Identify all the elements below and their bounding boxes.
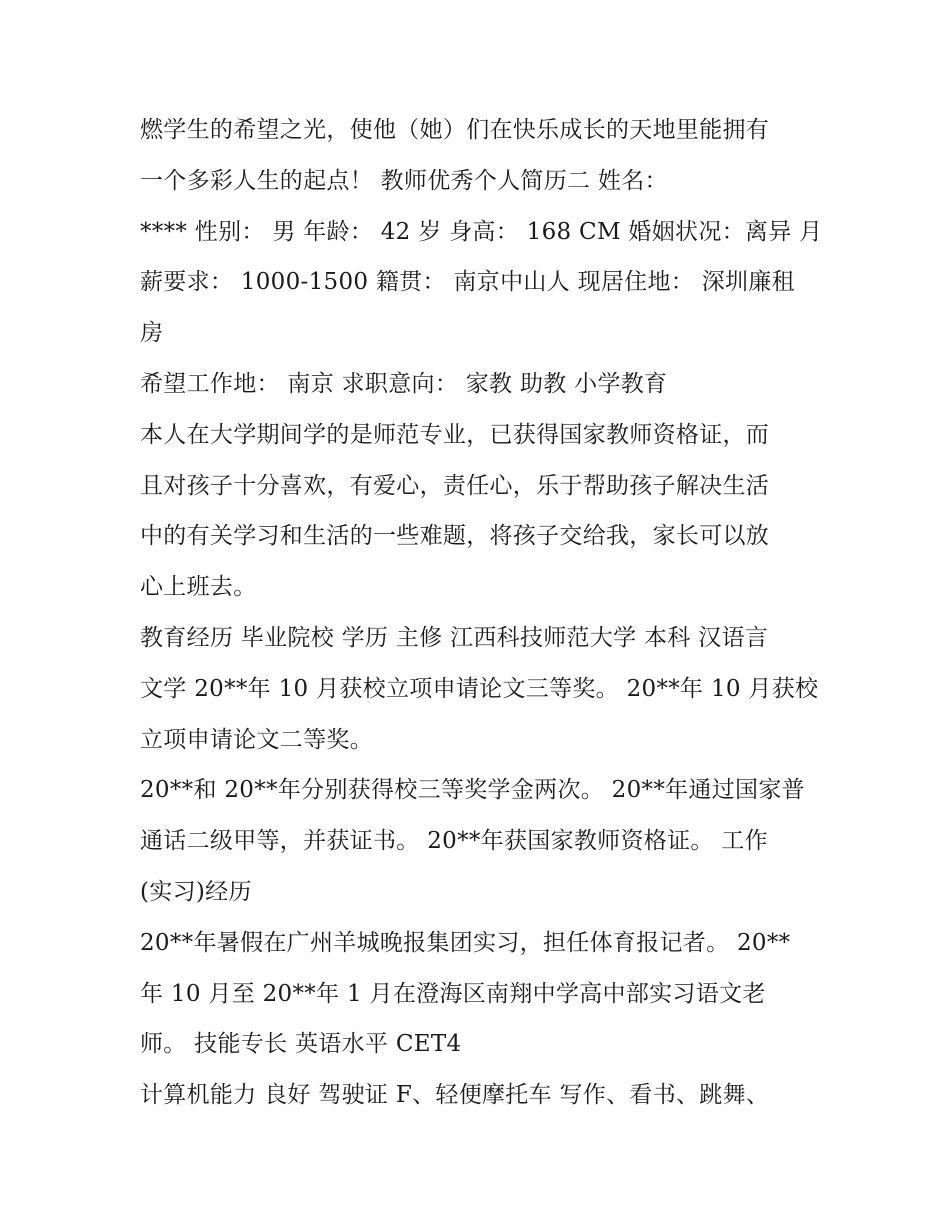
text-line: 心上班去。 (140, 574, 257, 601)
text-line: 本人在大学期间学的是师范专业，已获得国家教师资格证，而 (140, 421, 770, 448)
text-line: 通话二级甲等，并获证书。 20**年获国家教师资格证。 工作 (140, 828, 768, 855)
text-line: 中的有关学习和生活的一些难题，将孩子交给我，家长可以放 (140, 523, 770, 550)
text-line: 一个多彩人生的起点！ 教师优秀个人简历二 姓名： (140, 167, 668, 194)
text-line: 20**和 20**年分别获得校三等奖学金两次。 20**年通过国家普 (140, 777, 805, 804)
text-line: 希望工作地： 南京 求职意向： 家教 助教 小学教育 (140, 370, 668, 397)
text-line: **** 性别： 男 年龄： 42 岁 身高： 168 CM 婚姻状况：离异 月 (140, 218, 823, 245)
text-line: 薪要求： 1000-1500 籍贯： 南京中山人 现居住地： 深圳廉租 (140, 269, 795, 296)
text-line: 立项申请论文二等奖。 (140, 726, 373, 753)
text-line: 师。 技能专长 英语水平 CET4 (140, 1031, 462, 1058)
text-line: (实习)经历 (140, 878, 252, 905)
text-line: 20**年暑假在广州羊城晚报集团实习，担任体育报记者。 20** (140, 929, 791, 956)
resume-text-block (140, 105, 830, 1121)
text-line: 计算机能力 良好 驾驶证 F、轻便摩托车 写作、看书、跳舞、 (140, 1082, 770, 1109)
text-line: 文学 20**年 10 月获校立项申请论文三等奖。 20**年 10 月获校 (140, 675, 819, 702)
text-line: 燃学生的希望之光，使他（她）们在快乐成长的天地里能拥有 (140, 117, 770, 143)
text-line: 且对孩子十分喜欢，有爱心，责任心，乐于帮助孩子解决生活 (140, 472, 770, 499)
text-line: 房 (140, 320, 164, 347)
text-line: 教育经历 毕业院校 学历 主修 江西科技师范大学 本科 汉语言 (140, 624, 769, 651)
text-line: 年 10 月至 20**年 1 月在澄海区南翔中学高中部实习语文老 (140, 980, 766, 1007)
